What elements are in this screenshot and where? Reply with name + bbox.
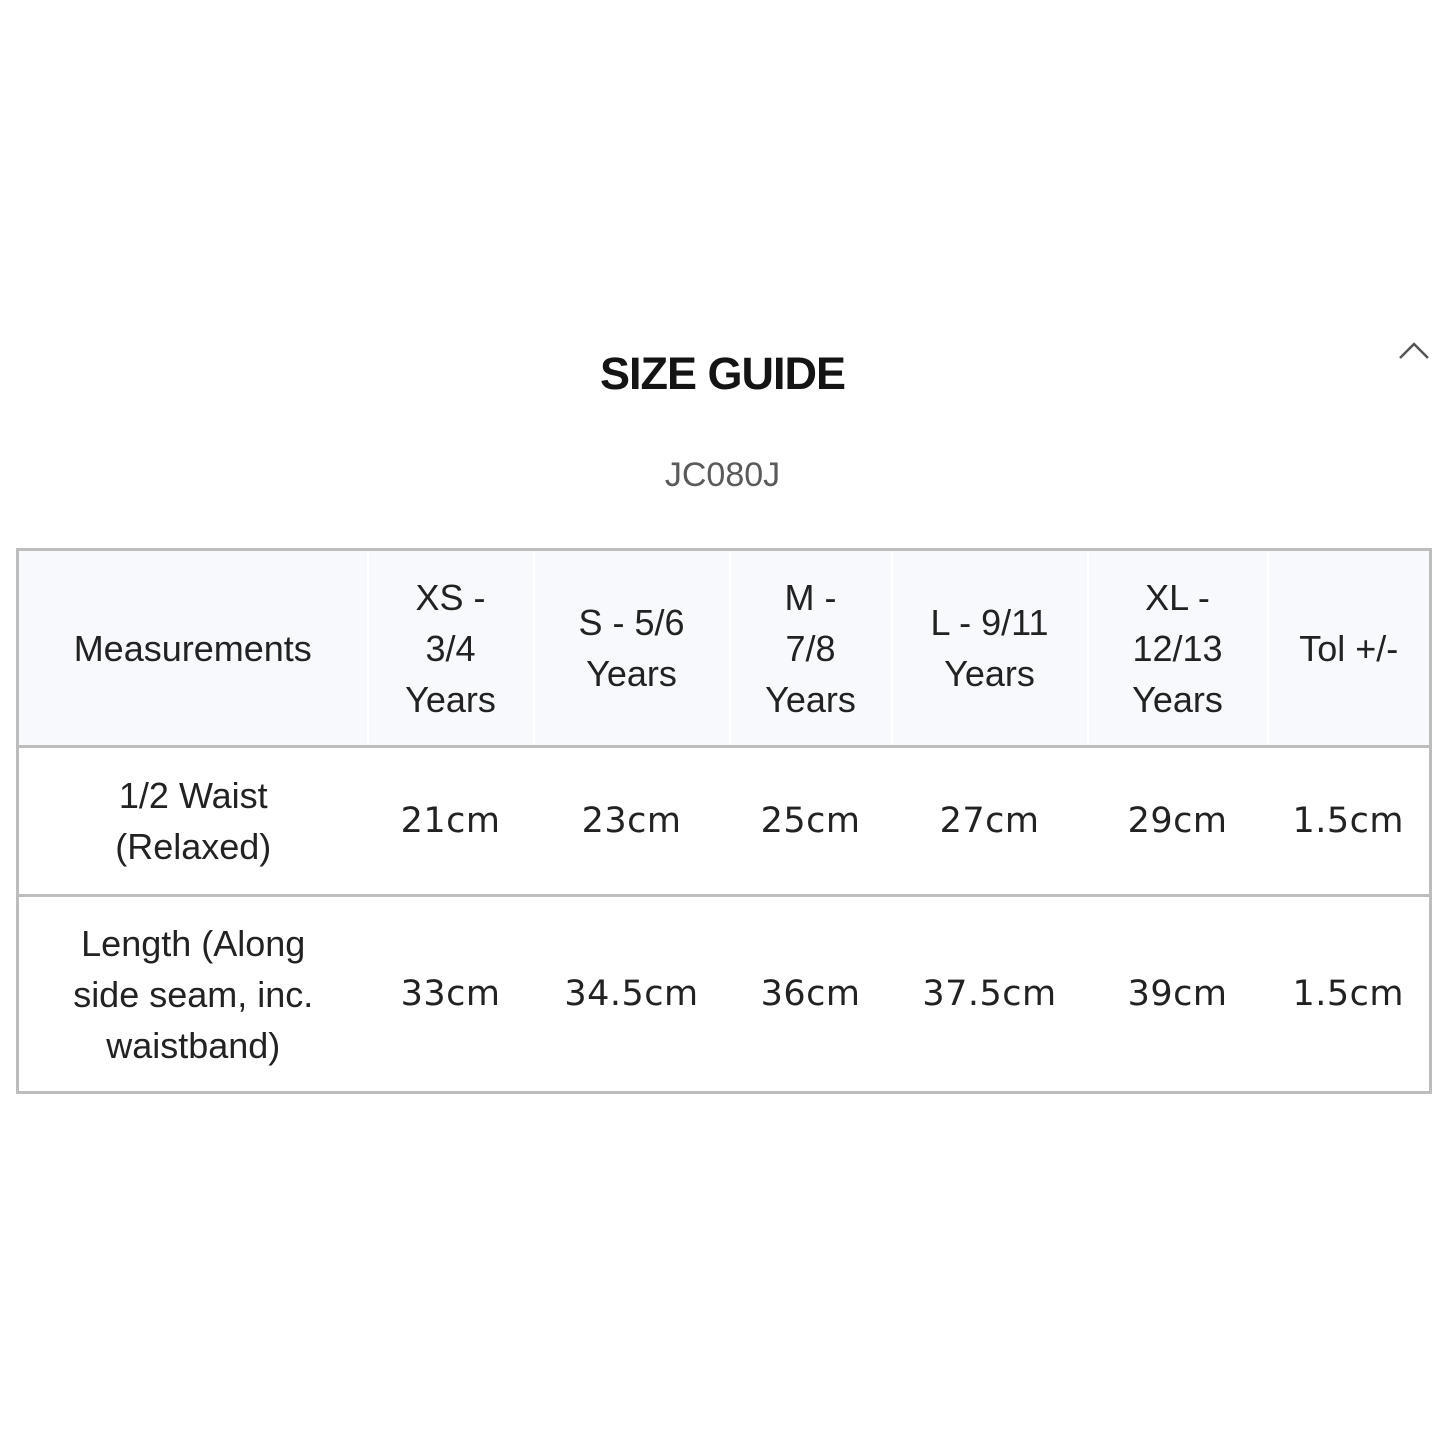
table-cell: 21cm — [400, 800, 501, 841]
column-header-xl — [1088, 550, 1268, 747]
product-code: JC080J — [664, 456, 781, 494]
table-cell: 1.5cm — [1292, 800, 1404, 841]
table-row — [18, 747, 1431, 896]
page-title: SIZE GUIDE — [599, 348, 846, 399]
table-cell: 27cm — [939, 800, 1040, 841]
table-cell: 29cm — [1127, 800, 1228, 841]
row-label: Length (Along side seam, inc. waistband) — [73, 922, 314, 1066]
table-header-row — [18, 550, 1431, 747]
column-header-label: XS - 3/4 Years — [405, 576, 496, 720]
column-header-label: S - 5/6 Years — [578, 602, 685, 694]
column-header-label: Tol +/- — [1299, 627, 1399, 669]
table-cell: 23cm — [581, 800, 682, 841]
table-cell: 36cm — [760, 973, 861, 1014]
column-header-label: Measurements — [73, 627, 312, 669]
table-cell: 1.5cm — [1292, 973, 1404, 1014]
table-cell: 34.5cm — [564, 973, 699, 1014]
column-header-label: XL - 12/13 Years — [1132, 576, 1223, 720]
column-header-label: M - 7/8 Years — [765, 576, 856, 720]
column-header-xs — [368, 550, 534, 747]
column-header-measurements — [18, 550, 368, 747]
table-cell: 25cm — [760, 800, 861, 841]
column-header-tolerance — [1268, 550, 1431, 747]
chevron-up-icon[interactable] — [1396, 336, 1432, 364]
table-row — [18, 896, 1431, 1093]
column-header-label: L - 9/11 Years — [930, 602, 1049, 694]
table-cell: 37.5cm — [922, 973, 1057, 1014]
column-header-s — [534, 550, 730, 747]
column-header-m — [730, 550, 892, 747]
row-label: 1/2 Waist (Relaxed) — [115, 775, 272, 867]
table-cell: 39cm — [1127, 973, 1228, 1014]
table-cell: 33cm — [400, 973, 501, 1014]
column-header-l — [892, 550, 1088, 747]
size-guide-table — [16, 548, 1432, 1094]
